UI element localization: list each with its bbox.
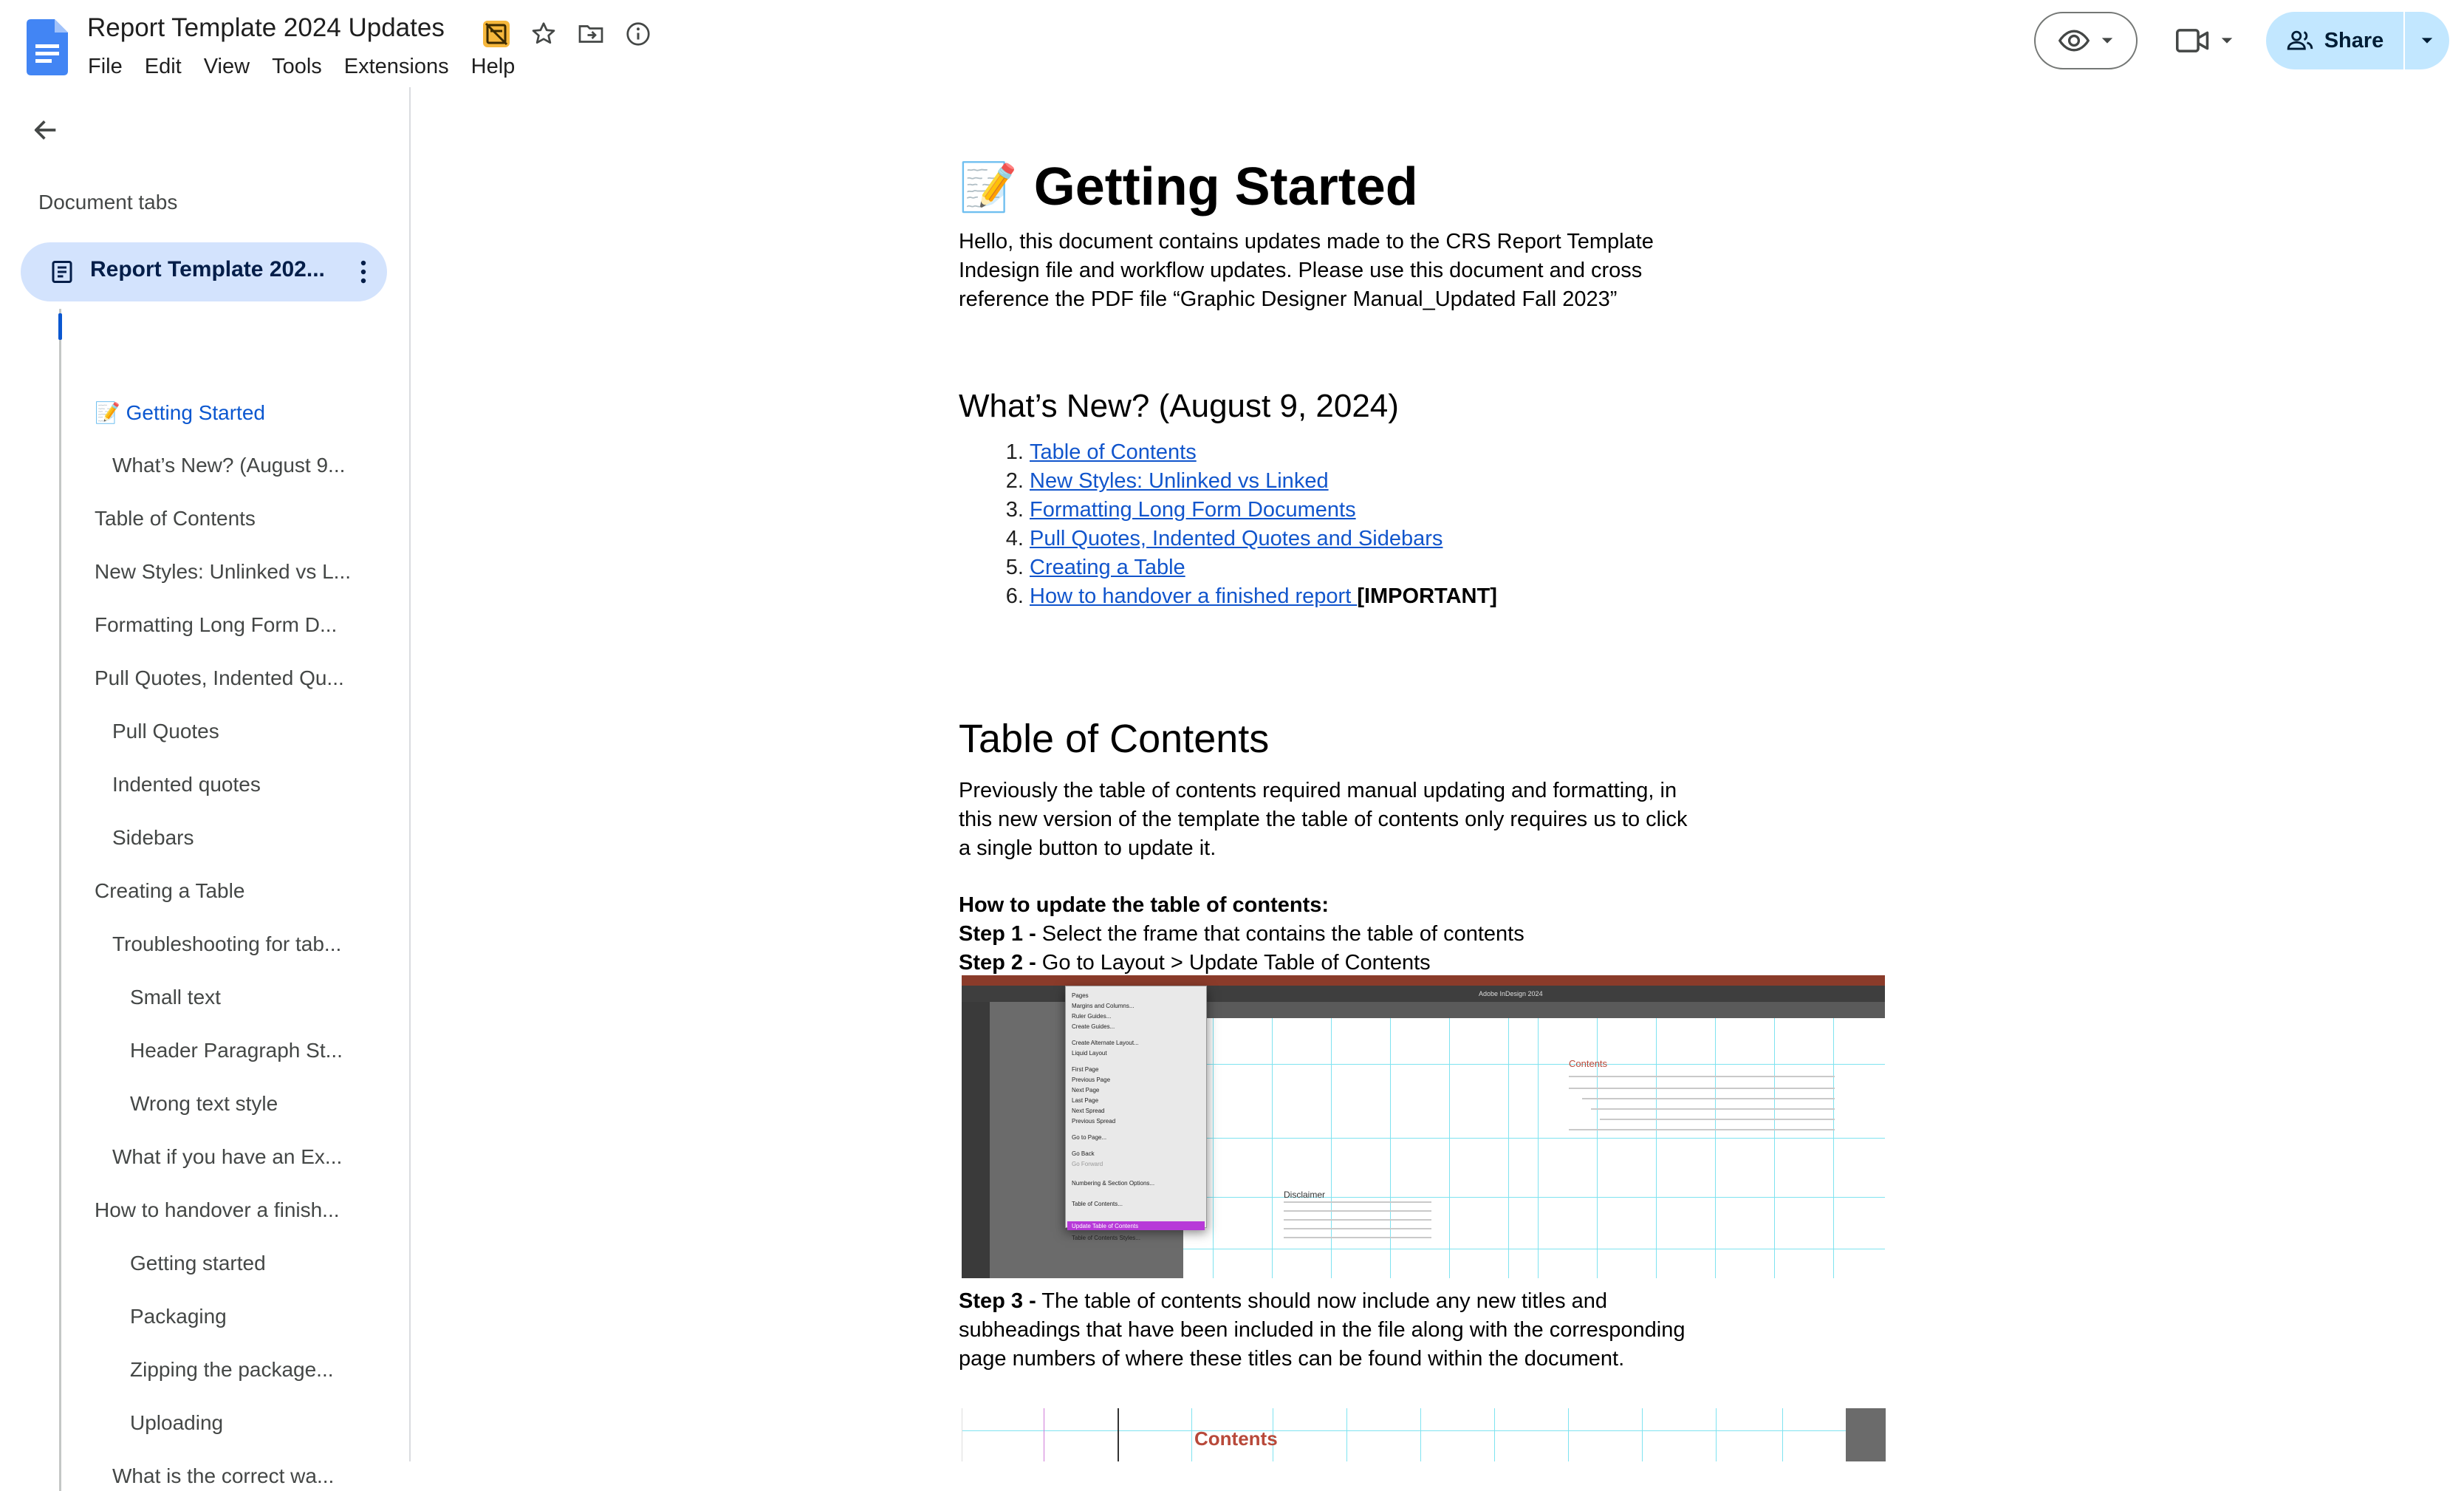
link-formatting-long-form[interactable]: Formatting Long Form Documents (1030, 498, 1356, 522)
top-bar (0, 0, 2464, 87)
disclaimer-text-line (1284, 1210, 1431, 1212)
screenshot-app-title: Adobe InDesign 2024 (1479, 990, 1543, 997)
guide-line (1494, 1408, 1495, 1461)
screenshot-menu-item-highlighted: Update Table of Contents (1072, 1223, 1139, 1229)
outline-item-whats-new[interactable]: What’s New? (August 9... (112, 454, 346, 477)
viewing-mode-button[interactable] (2034, 12, 2138, 69)
guide-line (1656, 1018, 1657, 1278)
contents-screenshot-image (962, 1408, 1886, 1461)
offline-status-icon[interactable] (480, 18, 513, 50)
screenshot-menu-item: Go Forward (1072, 1161, 1103, 1167)
document-page[interactable] (959, 157, 1889, 977)
list-item (1030, 525, 1889, 553)
link-how-to-handover[interactable]: How to handover a finished report (1030, 584, 1358, 608)
guide-line (1183, 1064, 1885, 1065)
screenshot-menu-item: Create Alternate Layout... (1072, 1040, 1139, 1046)
chevron-down-icon (2101, 34, 2114, 47)
step-2-text: Go to Layout > Update Table of Contents (1036, 951, 1431, 975)
outline-item-pull-quotes[interactable]: Pull Quotes (112, 720, 219, 743)
star-icon[interactable] (527, 18, 560, 50)
whats-new-list (959, 438, 1889, 611)
guide-line (1213, 1018, 1214, 1278)
outline-item-sidebars[interactable]: Sidebars (112, 826, 194, 849)
step-1-text: Select the frame that contains the table of contents (1036, 922, 1524, 946)
outline-item-table-of-contents[interactable]: Table of Contents (95, 507, 256, 530)
outline-item-uploading[interactable]: Uploading (130, 1411, 224, 1434)
document-details-icon[interactable] (622, 18, 654, 50)
toc-entry-line (1600, 1119, 1835, 1120)
menu-help[interactable]: Help (470, 55, 516, 78)
outline-item-packaging[interactable]: Packaging (130, 1305, 227, 1328)
document-title[interactable]: Report Template 2024 Updates (87, 13, 445, 42)
screenshot-menu-item: Ruler Guides... (1072, 1013, 1112, 1020)
outline-item-how-to-handover[interactable]: How to handover a finish... (95, 1198, 340, 1221)
menu-extensions[interactable]: Extensions (343, 55, 449, 78)
step-3 (959, 1287, 1690, 1374)
whats-new-heading: What’s New? (August 9, 2024) (959, 388, 1399, 424)
share-dropdown-button[interactable] (2405, 12, 2449, 69)
screenshot-toolbar (962, 1002, 990, 1278)
screenshot-menu-item: Go to Page... (1072, 1134, 1107, 1141)
toc-entry-line (1591, 1108, 1835, 1110)
toc-entry-line (1569, 1076, 1835, 1077)
menu-file[interactable]: File (88, 55, 123, 78)
guide-line (1568, 1408, 1569, 1461)
indesign-screenshot-image (962, 975, 1885, 1278)
eye-icon (2058, 24, 2090, 57)
screenshot-menu-item: Next Spread (1072, 1108, 1105, 1114)
people-icon (2286, 27, 2314, 55)
link-new-styles[interactable]: New Styles: Unlinked vs Linked (1030, 469, 1329, 493)
outline-item-small-text[interactable]: Small text (130, 986, 221, 1009)
guide-line (1390, 1018, 1391, 1278)
chevron-down-icon (2420, 34, 2434, 47)
step-2 (959, 949, 1889, 977)
outline-item-getting-started-sub[interactable]: Getting started (130, 1252, 266, 1275)
screenshot-menu-item: Margins and Columns... (1072, 1003, 1135, 1009)
back-button[interactable] (25, 109, 66, 151)
guide-line (1420, 1408, 1421, 1461)
meet-button[interactable] (2164, 12, 2245, 69)
disclaimer-text-line (1284, 1201, 1431, 1203)
outline-item-header-paragraph[interactable]: Header Paragraph St... (130, 1039, 343, 1062)
menu-bar (77, 52, 526, 81)
important-tag: [IMPORTANT] (1357, 584, 1497, 608)
guide-line (1508, 1018, 1509, 1278)
step-2-label: Step 2 - (959, 951, 1036, 975)
toc-entry-line (1582, 1098, 1835, 1099)
screenshot-menu-item: Previous Page (1072, 1077, 1111, 1083)
outline-item-what-if[interactable]: What if you have an Ex... (112, 1145, 343, 1168)
screenshot-menu-item: Go Back (1072, 1150, 1095, 1157)
outline-item-new-styles[interactable]: New Styles: Unlinked vs L... (95, 560, 352, 583)
menu-tools[interactable]: Tools (272, 55, 322, 78)
list-item (1030, 496, 1889, 525)
guide-line (1597, 1018, 1598, 1278)
guide-line (1118, 1408, 1119, 1461)
outline-rail (59, 309, 61, 1491)
guide-line (1716, 1408, 1717, 1461)
outline-item-troubleshooting[interactable]: Troubleshooting for tab... (112, 932, 342, 955)
guide-line (1538, 1018, 1539, 1278)
screenshot-contents-title: Contents (1569, 1058, 1608, 1069)
heading-getting-started (959, 157, 1889, 217)
link-table-of-contents[interactable]: Table of Contents (1030, 440, 1197, 464)
screenshot-menu-item: First Page (1072, 1066, 1099, 1073)
toc-entry-line (1569, 1129, 1835, 1130)
outline-item-creating-a-table[interactable]: Creating a Table (95, 879, 245, 902)
guide-line (1774, 1018, 1775, 1278)
link-pull-quotes[interactable]: Pull Quotes, Indented Quotes and Sidebars (1030, 527, 1443, 550)
screenshot-menu-item: Liquid Layout (1072, 1050, 1107, 1057)
outline-item-pull-quotes-indented[interactable]: Pull Quotes, Indented Qu... (95, 666, 344, 689)
guide-line (1331, 1018, 1332, 1278)
list-item (1030, 553, 1889, 582)
outline-item-zipping[interactable]: Zipping the package... (130, 1358, 334, 1381)
screenshot-menu-item: Previous Spread (1072, 1118, 1116, 1125)
toc-paragraph: Previously the table of contents required manual updating and formatting, in this new version of the template the table of contents only requires us to click a single button to update it. (959, 779, 1688, 860)
document-tab-icon (49, 259, 75, 285)
contents-title: Contents (1194, 1427, 1278, 1450)
list-item (1030, 467, 1889, 496)
list-item (1030, 582, 1889, 611)
outline-item-formatting-long-form[interactable]: Formatting Long Form D... (95, 613, 338, 636)
menu-view[interactable]: View (203, 55, 250, 78)
video-camera-icon (2176, 26, 2210, 55)
step-3-label: Step 3 - (959, 1289, 1036, 1313)
screenshot-panel (1846, 1408, 1886, 1461)
document-tab[interactable] (21, 242, 387, 301)
share-main-button[interactable] (2266, 12, 2403, 69)
guide-line (1782, 1408, 1783, 1461)
step-1 (959, 920, 1889, 949)
outline-item-indented-quotes[interactable]: Indented quotes (112, 773, 261, 796)
toc-entry-line (1569, 1088, 1835, 1089)
guide-line (1272, 1018, 1273, 1278)
outline-item-getting-started[interactable]: 📝 Getting Started (95, 401, 265, 424)
screenshot-menu-bar (962, 975, 1885, 986)
document-tab-label: Report Template 202... (90, 257, 325, 282)
step-1-label: Step 1 - (959, 922, 1036, 946)
outline-item-correct-way[interactable]: What is the correct wa... (112, 1464, 335, 1487)
toc-heading: Table of Contents (959, 717, 1270, 761)
disclaimer-text-line (1284, 1228, 1431, 1229)
screenshot-menu-item: Create Guides... (1072, 1023, 1115, 1030)
chevron-down-icon (2220, 34, 2234, 47)
document-tabs-sidebar (0, 87, 411, 1487)
more-options-icon[interactable] (349, 256, 378, 288)
how-to-heading: How to update the table of contents: (959, 893, 1329, 917)
screenshot-disclaimer-title: Disclaimer (1284, 1190, 1326, 1200)
screenshot-layout-menu (1065, 986, 1207, 1241)
intro-paragraph: Hello, this document contains updates made to the CRS Report Template Indesign file and workflow updates. Please use this document and cross reference the PDF file “Graphic Designer Manual_Updated Fall 2023” (959, 230, 1654, 311)
arrow-back-icon (31, 115, 61, 145)
screenshot-menu-item: Last Page (1072, 1097, 1099, 1104)
list-item (1030, 438, 1889, 467)
disclaimer-text-line (1284, 1237, 1431, 1238)
memo-emoji-icon: 📝 (959, 160, 1018, 214)
guide-line (1833, 1018, 1834, 1278)
docs-logo-icon[interactable] (27, 19, 68, 75)
link-creating-a-table[interactable]: Creating a Table (1030, 556, 1185, 579)
guide-line (1449, 1018, 1450, 1278)
guide-line (1715, 1018, 1716, 1278)
guide-line (1642, 1408, 1643, 1461)
screenshot-menu-item: Table of Contents Styles... (1072, 1235, 1140, 1241)
screenshot-canvas (1183, 1018, 1885, 1278)
share-label: Share (2324, 28, 2384, 52)
guide-line (1191, 1408, 1192, 1461)
screenshot-menu-item: Next Page (1072, 1087, 1100, 1093)
disclaimer-text-line (1284, 1219, 1431, 1221)
outline-item-wrong-text-style[interactable]: Wrong text style (130, 1092, 278, 1115)
share-button[interactable] (2266, 12, 2449, 69)
guide-line (1183, 1138, 1885, 1139)
guide-line (1346, 1408, 1347, 1461)
document-tabs-heading: Document tabs (38, 191, 178, 214)
menu-edit[interactable]: Edit (144, 55, 182, 78)
outline-active-indicator (58, 313, 62, 340)
screenshot-menu-item: Pages (1072, 992, 1089, 999)
move-to-folder-icon[interactable] (575, 18, 607, 50)
screenshot-menu-item: Table of Contents... (1072, 1201, 1123, 1207)
guide-line (962, 1430, 1846, 1431)
screenshot-menu-item: Numbering & Section Options... (1072, 1180, 1155, 1187)
heading-text: Getting Started (1033, 157, 1418, 216)
step-3-text: The table of contents should now include any new titles and subheadings that have been included in the file along with the corresponding page numbers of where these titles can be found within the document. (959, 1289, 1686, 1371)
